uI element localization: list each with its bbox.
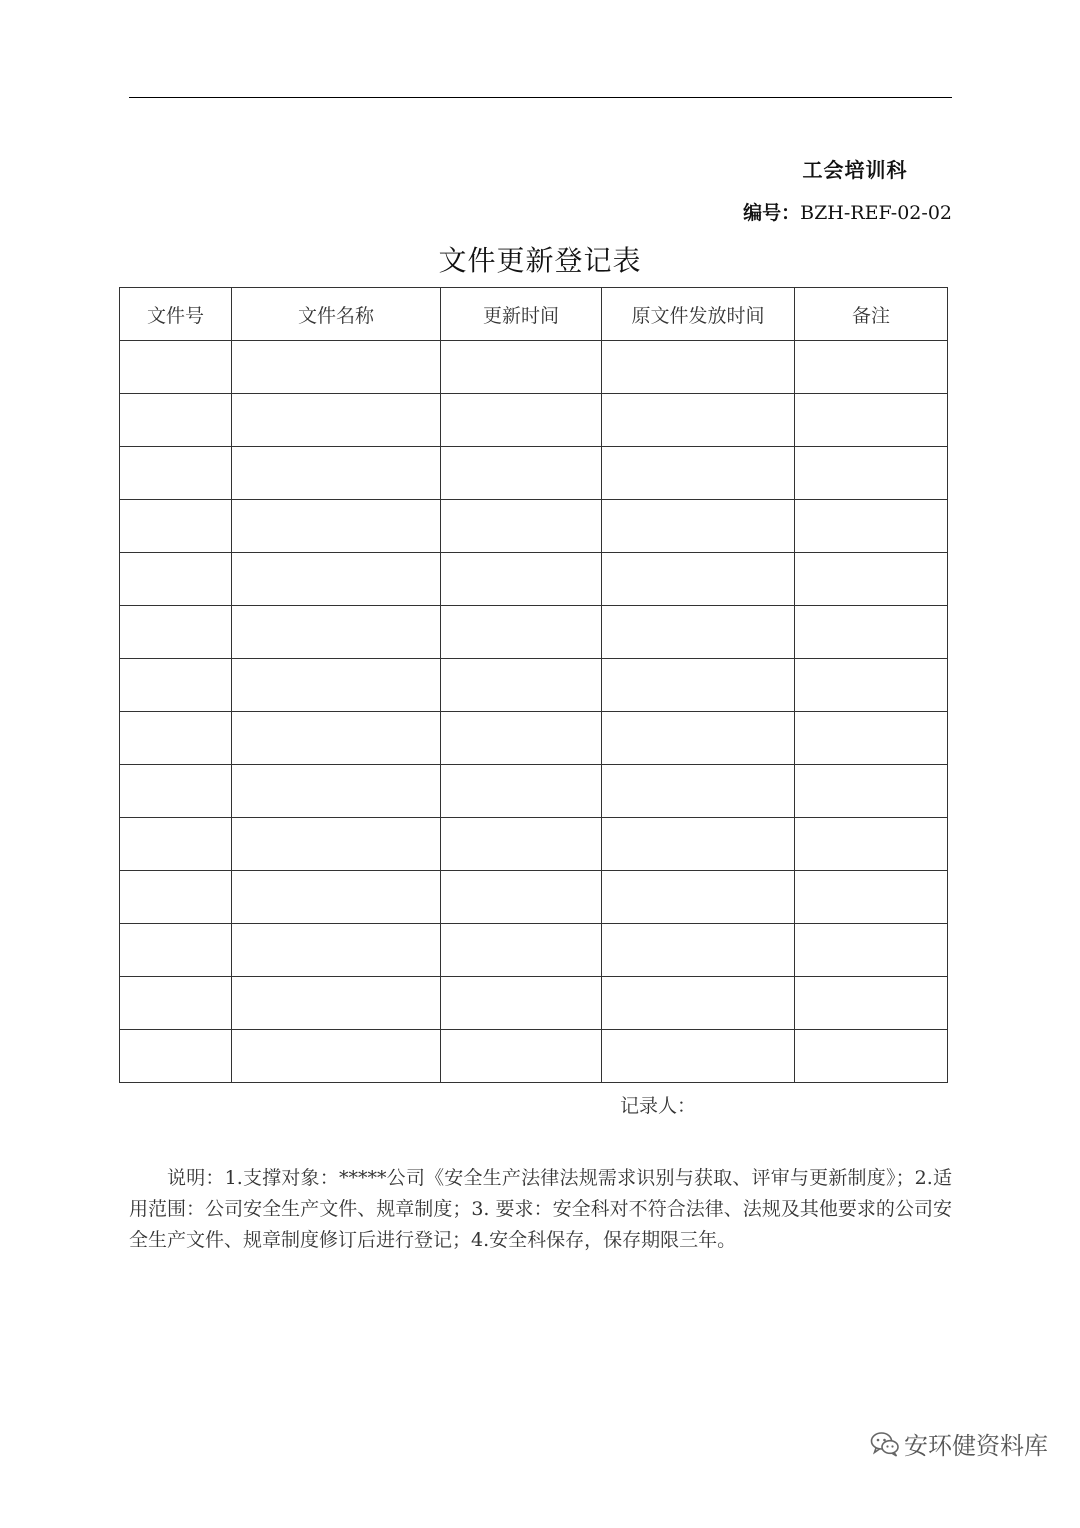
- table-cell: [232, 553, 441, 606]
- table-cell: [120, 659, 232, 712]
- table-cell: [602, 712, 795, 765]
- table-row: [120, 447, 948, 500]
- table-cell: [120, 818, 232, 871]
- col-header-doc-name: 文件名称: [232, 288, 441, 341]
- table-header-row: [120, 288, 948, 341]
- table-cell: [441, 924, 602, 977]
- table-cell: [602, 447, 795, 500]
- table-cell: [120, 871, 232, 924]
- table-cell: [120, 765, 232, 818]
- table-cell: [232, 394, 441, 447]
- table-row: [120, 712, 948, 765]
- table-cell: [441, 1030, 602, 1083]
- table-cell: [120, 394, 232, 447]
- table-cell: [232, 1030, 441, 1083]
- table-cell: [795, 765, 948, 818]
- col-header-doc-number: 文件号: [120, 288, 232, 341]
- table-cell: [232, 871, 441, 924]
- table-row: [120, 977, 948, 1030]
- table-cell: [795, 1030, 948, 1083]
- table-cell: [232, 606, 441, 659]
- table-cell: [795, 924, 948, 977]
- table-cell: [441, 977, 602, 1030]
- col-header-update-time: 更新时间: [441, 288, 602, 341]
- form-title: 文件更新登记表: [438, 244, 642, 277]
- table-cell: [441, 765, 602, 818]
- table-cell: [602, 394, 795, 447]
- table-cell: [441, 500, 602, 553]
- table-cell: [120, 977, 232, 1030]
- table-cell: [232, 500, 441, 553]
- col-header-original-issue-time: 原文件发放时间: [602, 288, 795, 341]
- document-code-value: BZH-REF-02-02: [800, 202, 952, 224]
- table-row: [120, 553, 948, 606]
- table-row: [120, 606, 948, 659]
- department-name: 工会培训科: [802, 158, 908, 182]
- wechat-icon: [870, 1431, 900, 1457]
- table-cell: [120, 924, 232, 977]
- table-cell: [602, 659, 795, 712]
- table-row: [120, 394, 948, 447]
- table-cell: [120, 1030, 232, 1083]
- table-cell: [795, 977, 948, 1030]
- table-cell: [795, 606, 948, 659]
- table-cell: [120, 341, 232, 394]
- table-cell: [232, 924, 441, 977]
- table-cell: [795, 341, 948, 394]
- table-row: [120, 1030, 948, 1083]
- watermark: [870, 1426, 1048, 1461]
- table-cell: [441, 394, 602, 447]
- watermark-text: 安环健资料库: [904, 1432, 1048, 1460]
- table-cell: [120, 500, 232, 553]
- table-cell: [232, 765, 441, 818]
- table-cell: [120, 447, 232, 500]
- table-cell: [441, 659, 602, 712]
- table-cell: [795, 712, 948, 765]
- table-cell: [602, 341, 795, 394]
- table-cell: [795, 500, 948, 553]
- document-code-label: 编号：: [743, 202, 801, 224]
- table-cell: [232, 659, 441, 712]
- table-cell: [795, 659, 948, 712]
- table-cell: [602, 871, 795, 924]
- table-cell: [232, 977, 441, 1030]
- table-row: [120, 341, 948, 394]
- table-cell: [795, 394, 948, 447]
- explanation-note: 说明：1.支撑对象：*****公司《安全生产法律法规需求识别与获取、评审与更新制度》；2.适用范围：公司安全生产文件、规章制度；3. 要求：安全科对不符合法律、法规及其他要求的公司安全生产文件、规章制度修订后进行登记；4.安全科保存，保存期限三年。: [129, 1167, 952, 1251]
- table-cell: [441, 341, 602, 394]
- table-cell: [602, 977, 795, 1030]
- table-cell: [602, 500, 795, 553]
- table-cell: [602, 1030, 795, 1083]
- table-cell: [441, 818, 602, 871]
- table-row: [120, 818, 948, 871]
- table-cell: [120, 712, 232, 765]
- table-cell: [602, 765, 795, 818]
- table-row: [120, 500, 948, 553]
- table-cell: [602, 606, 795, 659]
- table-cell: [602, 818, 795, 871]
- table-cell: [795, 818, 948, 871]
- table-cell: [441, 447, 602, 500]
- table-cell: [232, 447, 441, 500]
- table-cell: [441, 553, 602, 606]
- table-cell: [441, 871, 602, 924]
- col-header-remarks: 备注: [795, 288, 948, 341]
- document-code: [743, 198, 952, 225]
- table-cell: [795, 871, 948, 924]
- table-cell: [120, 553, 232, 606]
- table-cell: [232, 341, 441, 394]
- table-cell: [602, 553, 795, 606]
- table-cell: [232, 818, 441, 871]
- table-row: [120, 765, 948, 818]
- header-rule: [129, 97, 952, 98]
- table-cell: [441, 712, 602, 765]
- table-cell: [441, 606, 602, 659]
- table-cell: [120, 606, 232, 659]
- table-row: [120, 871, 948, 924]
- table-cell: [795, 553, 948, 606]
- table-row: [120, 924, 948, 977]
- table-cell: [795, 447, 948, 500]
- update-register-table: [119, 287, 948, 1083]
- recorder-label: 记录人：: [620, 1095, 697, 1117]
- table-row: [120, 659, 948, 712]
- table-cell: [232, 712, 441, 765]
- table-cell: [602, 924, 795, 977]
